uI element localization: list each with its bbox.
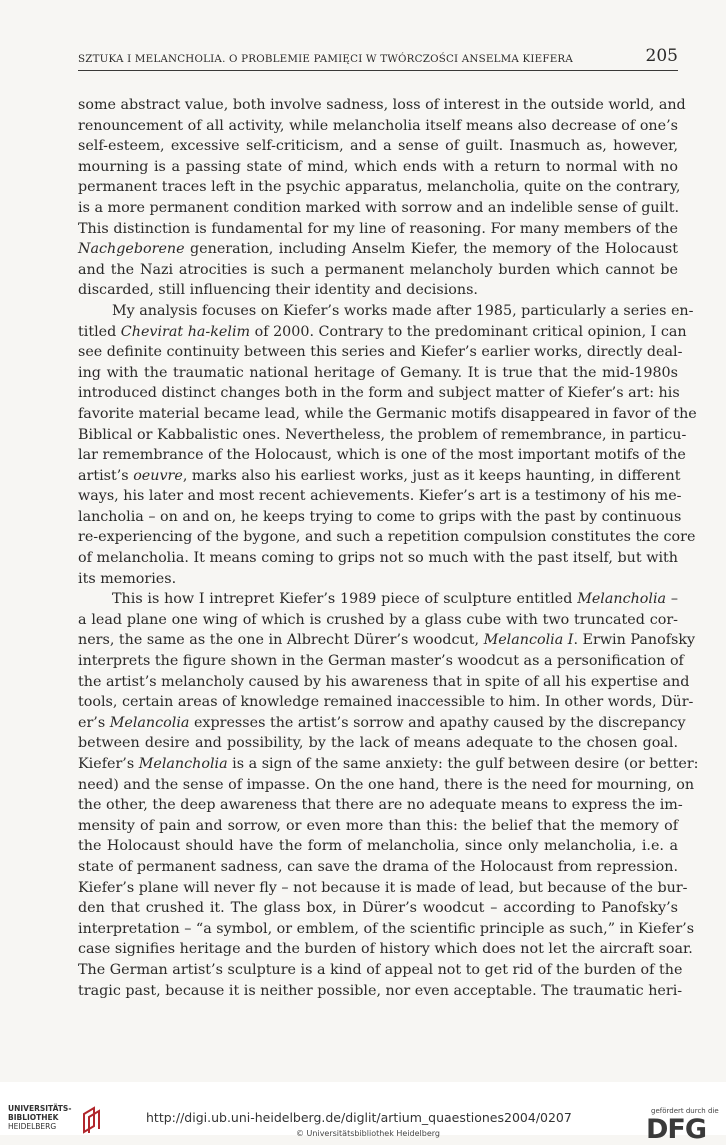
body-line: renouncement of all activity, while melancholia itself means also decrease of one’s — [78, 117, 678, 134]
body-line: of melancholia. It means coming to grips not so much with the past itself, but with — [78, 550, 678, 567]
body-line: between desire and possibility, by the lack of means adequate to the chosen goal. — [78, 735, 678, 752]
body-line: the Holocaust should have the form of melancholia, since only melancholia, i.e. a — [78, 838, 678, 855]
body-line: den that crushed it. The glass box, in Dürer’s woodcut – according to Panofsky’s — [78, 900, 678, 917]
body-line: case signifies heritage and the burden of history which does not let the aircraft soar. — [78, 941, 693, 958]
body-line: is a more permanent condition marked with sorrow and an indelible sense of guilt. — [78, 199, 680, 216]
body-line: This is how I intrepret Kiefer’s 1989 piece of sculpture entitled Melancholia – — [112, 591, 679, 608]
body-line: mourning is a passing state of mind, which ends with a return to normal with no — [78, 158, 678, 175]
body-line: Kiefer’s Melancholia is a sign of the same anxiety: the gulf between desire (or better: — [78, 756, 699, 772]
body-line: self-esteem, excessive self-criticism, and a sense of guilt. Inasmuch as, however, — [78, 138, 678, 155]
source-url-link[interactable]: http://digi.ub.uni-heidelberg.de/diglit/artium_quaestiones2004/0207 — [146, 1110, 572, 1125]
body-line: lar remembrance of the Holocaust, which is one of the most important motifs of the — [78, 447, 686, 464]
library-emblem-icon — [80, 1106, 102, 1134]
body-line: its memories. — [78, 570, 177, 587]
body-line: favorite material became lead, while the Germanic motifs disappeared in favor of the — [78, 405, 697, 422]
body-line: see definite continuity between this series and Kiefer’s earlier works, directly deal- — [78, 344, 683, 361]
body-line: interprets the figure shown in the German master’s woodcut as a personification of — [78, 653, 684, 670]
body-line: tools, certain areas of knowledge remained inaccessible to him. In other words, Dür- — [78, 694, 694, 711]
body-line: The German artist’s sculpture is a kind of appeal not to get rid of the burden of the — [78, 961, 683, 978]
body-line: titled Chevirat ha-kelim of 2000. Contrary to the predominant critical opinion, I can — [78, 323, 687, 340]
body-line: state of permanent sadness, can save the drama of the Holocaust from repression. — [78, 858, 678, 875]
library-logo[interactable] — [8, 1104, 78, 1131]
body-line: lancholia – on and on, he keeps trying to come to grips with the past by continuous — [78, 508, 682, 525]
body-line: My analysis focuses on Kiefer’s works made after 1985, particularly a series en- — [112, 302, 694, 319]
body-line: and the Nazi atrocities is such a permanent melancholy burden which cannot be — [78, 261, 678, 278]
body-text — [78, 95, 699, 1001]
body-line: introduced distinct changes both in the form and subject matter of Kiefer’s art: his — [78, 385, 680, 402]
body-line: a lead plane one wing of which is crushed by a glass cube with two truncated cor- — [78, 611, 678, 628]
library-name-line3: HEIDELBERG — [8, 1122, 57, 1131]
body-line: Biblical or Kabbalistic ones. Nevertheless, the problem of remembrance, in particu- — [78, 426, 687, 443]
running-header — [78, 46, 678, 71]
body-line: ners, the same as the one in Albrecht Dürer’s woodcut, Melancolia I. Erwin Panofsky — [78, 632, 696, 649]
body-line: the other, the deep awareness that there are no adequate means to express the im- — [78, 797, 683, 814]
library-name-line1: UNIVERSITÄTS- — [8, 1104, 72, 1113]
body-line: re-experiencing of the bygone, and such a repetition compulsion constitutes the core — [78, 529, 696, 546]
footer — [0, 1082, 726, 1145]
dfg-logo[interactable]: DFG — [646, 1114, 707, 1145]
body-line: er’s Melancolia expresses the artist’s sorrow and apathy caused by the discrepancy — [78, 714, 686, 731]
body-line: ing with the traumatic national heritage of Gemany. It is true that the mid-1980s — [78, 364, 678, 381]
body-line: Kiefer’s plane will never fly – not because it is made of lead, but because of the bur- — [78, 879, 688, 896]
body-line: the artist’s melancholy caused by his awareness that in spite of all his expertise and — [78, 673, 690, 690]
body-line: mensity of pain and sorrow, or even more than this: the belief that the memory of — [78, 817, 678, 834]
running-title: SZTUKA I MELANCHOLIA. O PROBLEMIE PAMIĘCI W TWÓRCZOŚCI ANSELMA KIEFERA — [78, 53, 574, 65]
body-line: tragic past, because it is neither possible, nor even acceptable. The traumatic heri- — [78, 982, 683, 999]
body-line: This distinction is fundamental for my line of reasoning. For many members of the — [78, 220, 678, 237]
body-line: some abstract value, both involve sadness, loss of interest in the outside world, and — [78, 97, 686, 113]
body-line: permanent traces left in the psychic apparatus, melancholia, quite on the contrary, — [78, 179, 681, 196]
library-name-line2: BIBLIOTHEK — [8, 1113, 59, 1122]
funding-note: gefördert durch die — [651, 1107, 719, 1115]
body-line: need) and the sense of impasse. On the one hand, there is the need for mourning, on — [78, 776, 695, 793]
body-line: artist’s oeuvre, marks also his earliest works, just as it keeps haunting, in different — [78, 467, 681, 484]
page-number: 205 — [645, 46, 678, 66]
body-line: Nachgeborene generation, including Anselm Kiefer, the memory of the Holocaust — [78, 241, 678, 258]
body-line: discarded, still influencing their identity and decisions. — [78, 282, 478, 299]
body-line: ways, his later and most recent achievements. Kiefer’s art is a testimony of his me- — [78, 488, 682, 505]
body-line: interpretation – “a symbol, or emblem, of the scientific principle as such,” in Kiefer’s — [78, 920, 695, 937]
copyright-notice: © Universitätsbibliothek Heidelberg — [296, 1129, 441, 1138]
